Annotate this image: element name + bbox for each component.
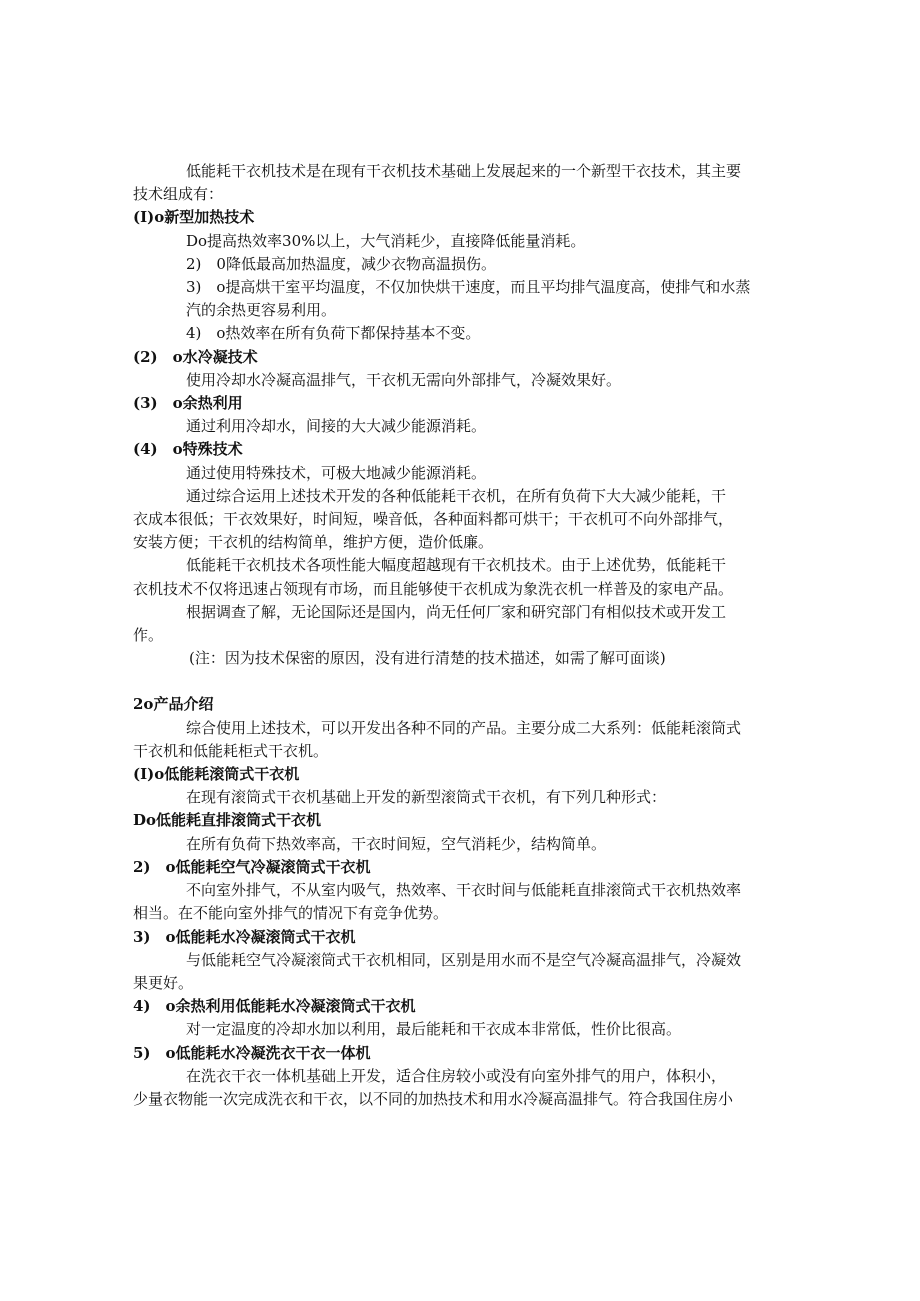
para-3-line-2: 作。 — [133, 626, 164, 645]
product-3-heading: 3) o低能耗水冷凝滚筒式干衣机 — [133, 927, 356, 946]
section-4-text: 通过使用特殊技术，可极大地减少能源消耗。 — [186, 463, 487, 482]
intro-line-2: 技术组成有： — [133, 185, 224, 204]
section-3-heading: (3) o余热利用 — [133, 394, 243, 413]
product-4-text: 对一定温度的冷却水加以利用，最后能耗和干衣成本非常低，性价比很高。 — [186, 1020, 682, 1039]
section-1-item-3-cont: 汽的余热更容易利用。 — [186, 301, 337, 320]
drum-dryer-text: 在现有滚筒式干衣机基础上开发的新型滚筒式干衣机，有下列几种形式： — [186, 788, 667, 807]
para-2-line-2: 衣机技术不仅将迅速占领现有市场，而且能够使干衣机成为象洗衣机一样普及的家电产品。 — [133, 579, 734, 598]
para-1-line-3: 安装方便；干衣机的结构简单，维护方便，造价低廉。 — [133, 533, 494, 552]
section-gap — [133, 670, 813, 693]
product-1-heading: Do低能耗直排滚筒式干衣机 — [133, 811, 322, 830]
section-4-heading: (4) o特殊技术 — [133, 440, 243, 459]
para-1-line-1: 通过综合运用上述技术开发的各种低能耗干衣机，在所有负荷下大大减少能耗，干 — [186, 486, 727, 505]
intro-line-1: 低能耗干衣机技术是在现有干衣机技术基础上发展起来的一个新型干衣技术，其主要 — [186, 162, 742, 180]
section-1-item-4: 4) o热效率在所有负荷下都保持基本不变。 — [186, 324, 481, 343]
product-2-heading: 2) o低能耗空气冷凝滚筒式干衣机 — [133, 857, 371, 876]
section-1-item-1: Do提高热效率30%以上，大气消耗少，直接降低能量消耗。 — [186, 231, 586, 250]
product-1-text: 在所有负荷下热效率高，干衣时间短，空气消耗少，结构简单。 — [186, 834, 607, 853]
section-1-item-3: 3) o提高烘干室平均温度，不仅加快烘干速度，而且平均排气温度高，使排气和水蒸 — [186, 278, 751, 297]
para-1-line-2: 衣成本很低；干衣效果好，时间短，噪音低，各种面料都可烘干；干衣机可不向外部排气， — [133, 510, 734, 529]
section-3-text: 通过利用冷却水，间接的大大减少能源消耗。 — [186, 417, 487, 436]
product-5-line-2: 少量衣物能一次完成洗衣和干衣，以不同的加热技术和用水冷凝高温排气。符合我国住房小 — [133, 1089, 734, 1108]
para-3-line-1: 根据调查了解，无论国际还是国内，尚无任何厂家和研究部门有相似技术或开发工 — [186, 602, 727, 621]
product-5-line-1: 在洗衣干衣一体机基础上开发，适合住房较小或没有向室外排气的用户，体积小， — [186, 1066, 727, 1085]
document-page — [133, 160, 813, 1111]
section-2-text: 使用冷却水冷凝高温排气，干衣机无需向外部排气，冷凝效果好。 — [186, 370, 622, 389]
product-2-line-1: 不向室外排气，不从室内吸气，热效率、干衣时间与低能耗直排滚筒式干衣机热效率 — [186, 881, 742, 900]
section-2-heading: (2) o水冷凝技术 — [133, 347, 258, 366]
section-1-heading: (I)o新型加热技术 — [133, 208, 255, 227]
product-4-heading: 4) o余热利用低能耗水冷凝滚筒式干衣机 — [133, 997, 416, 1016]
product-3-line-1: 与低能耗空气冷凝滚筒式干衣机相同，区别是用水而不是空气冷凝高温排气，冷凝效 — [186, 950, 742, 969]
product-3-line-2: 果更好。 — [133, 973, 194, 992]
product-intro-line-1: 综合使用上述技术，可以开发出各种不同的产品。主要分成二大系列：低能耗滚筒式 — [186, 718, 742, 737]
product-5-heading: 5) o低能耗水冷凝洗衣干衣一体机 — [133, 1043, 371, 1062]
confidential-note: (注：因为技术保密的原因，没有进行清楚的技术描述，如需了解可面谈) — [189, 649, 666, 668]
product-2-line-2: 相当。在不能向室外排气的情况下有竞争优势。 — [133, 904, 449, 923]
product-intro-heading: 2o产品介绍 — [133, 695, 214, 714]
drum-dryer-heading: (I)o低能耗滚筒式干衣机 — [133, 765, 300, 784]
product-intro-line-2: 干衣机和低能耗柜式干衣机。 — [133, 741, 329, 760]
section-1-item-2: 2) 0降低最高加热温度，减少衣物高温损伤。 — [186, 254, 496, 273]
para-2-line-1: 低能耗干衣机技术各项性能大幅度超越现有干衣机技术。由于上述优势，低能耗干 — [186, 556, 727, 575]
